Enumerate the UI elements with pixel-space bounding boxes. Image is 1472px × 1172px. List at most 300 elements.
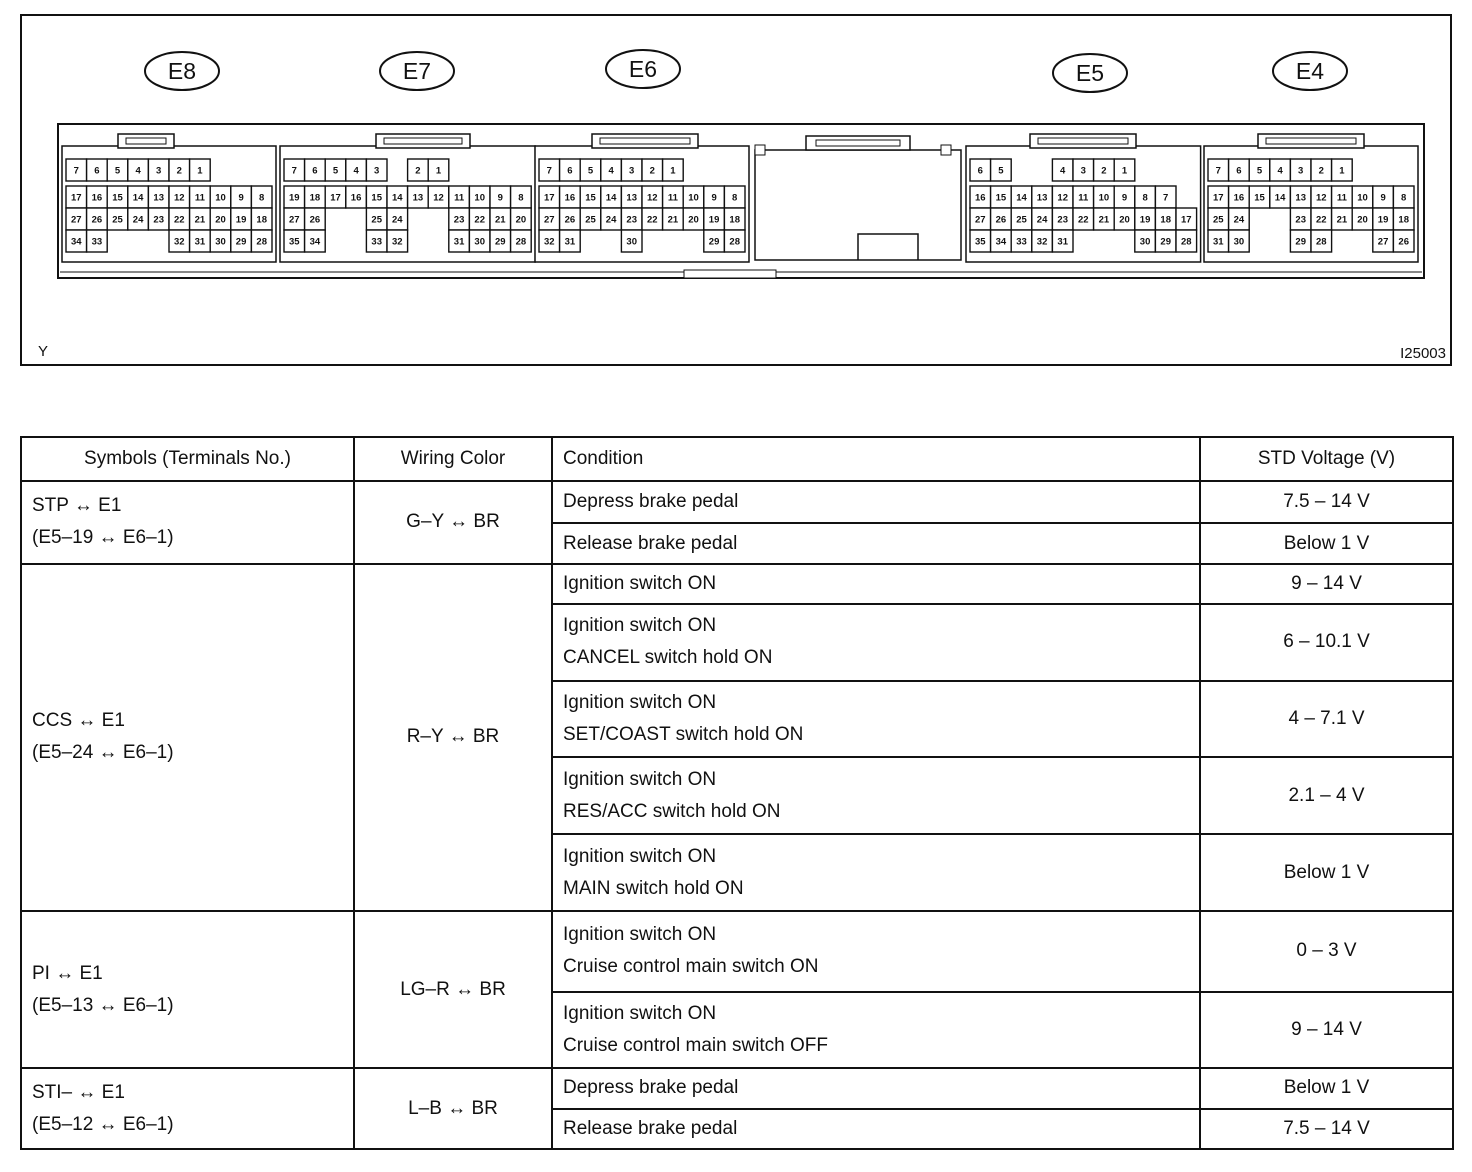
- pin-e7-8: [511, 186, 532, 208]
- pin-e7-4: [346, 159, 367, 181]
- std-voltage-cell: 0 – 3 V: [1200, 911, 1453, 992]
- svg-text:8: 8: [518, 192, 524, 204]
- pin-e8-16: [87, 186, 108, 208]
- svg-text:26: 26: [1398, 236, 1409, 248]
- svg-text:16: 16: [975, 192, 986, 204]
- svg-text:4: 4: [1277, 165, 1283, 177]
- pin-e7-24: [387, 208, 408, 230]
- svg-text:20: 20: [215, 214, 226, 226]
- svg-text:13: 13: [626, 192, 637, 204]
- svg-text:17: 17: [330, 192, 341, 204]
- pin-e7-19: [284, 186, 305, 208]
- pin-e8-8: [251, 186, 272, 208]
- svg-text:25: 25: [1016, 214, 1027, 226]
- pin-e6-31: [560, 230, 581, 252]
- svg-text:24: 24: [605, 214, 617, 226]
- svg-text:34: 34: [995, 236, 1007, 248]
- pin-e4-23: [1290, 208, 1311, 230]
- pin-e5-11: [1073, 186, 1094, 208]
- pin-e5-23: [1052, 208, 1073, 230]
- svg-text:17: 17: [71, 192, 82, 204]
- pin-e6-7: [539, 159, 560, 181]
- terminal-numbers: (E5–19 ↔ E6–1): [32, 527, 174, 549]
- svg-text:26: 26: [91, 214, 103, 226]
- wiring-color-cell: R–Y ↔ BR: [354, 564, 552, 911]
- pin-e6-22: [642, 208, 663, 230]
- terminal-numbers: (E5–12 ↔ E6–1): [32, 1113, 174, 1135]
- pin-e4-16: [1229, 186, 1250, 208]
- svg-text:18: 18: [309, 192, 321, 204]
- svg-text:23: 23: [1057, 214, 1068, 226]
- pin-e4-3: [1290, 159, 1311, 181]
- svg-text:8: 8: [259, 192, 265, 204]
- svg-text:16: 16: [91, 192, 103, 204]
- svg-text:6: 6: [1236, 165, 1242, 177]
- svg-text:27: 27: [975, 214, 986, 226]
- pin-e8-13: [148, 186, 169, 208]
- symbol-name: STP ↔ E1: [32, 495, 122, 517]
- pin-e6-14: [601, 186, 622, 208]
- pin-e6-16: [560, 186, 581, 208]
- pin-e4-18: [1393, 208, 1414, 230]
- svg-text:16: 16: [350, 192, 362, 204]
- svg-text:19: 19: [289, 192, 300, 204]
- symbol-cell: [21, 1068, 354, 1149]
- condition-cell: [552, 757, 1200, 834]
- svg-text:9: 9: [1380, 192, 1386, 204]
- svg-text:15: 15: [585, 192, 596, 204]
- svg-text:12: 12: [1316, 192, 1327, 204]
- svg-text:6: 6: [567, 165, 573, 177]
- pin-e8-30: [210, 230, 231, 252]
- pin-e6-18: [724, 208, 745, 230]
- pin-e7-23: [449, 208, 470, 230]
- svg-text:26: 26: [995, 214, 1007, 226]
- svg-text:20: 20: [1357, 214, 1368, 226]
- pin-e4-22: [1311, 208, 1332, 230]
- corner-label-left: Y: [38, 343, 49, 360]
- svg-text:14: 14: [392, 192, 403, 204]
- pin-e7-20: [511, 208, 532, 230]
- pin-e5-25: [1011, 208, 1032, 230]
- svg-text:15: 15: [112, 192, 123, 204]
- pin-e6-19: [704, 208, 725, 230]
- pin-e7-18: [305, 186, 326, 208]
- svg-text:21: 21: [667, 214, 679, 226]
- table-row: [21, 481, 1453, 523]
- svg-text:7: 7: [546, 165, 552, 177]
- condition-line: MAIN switch hold ON: [563, 877, 744, 899]
- svg-text:10: 10: [215, 192, 226, 204]
- svg-text:7: 7: [1163, 192, 1169, 204]
- pin-e5-7: [1155, 186, 1176, 208]
- pin-e7-9: [490, 186, 511, 208]
- pin-e7-27: [284, 208, 305, 230]
- svg-text:17: 17: [544, 192, 555, 204]
- svg-text:33: 33: [371, 236, 382, 248]
- svg-text:22: 22: [647, 214, 658, 226]
- terminal-numbers: (E5–13 ↔ E6–1): [32, 994, 174, 1016]
- svg-text:31: 31: [1057, 236, 1068, 248]
- pin-e6-9: [704, 186, 725, 208]
- pin-e4-21: [1332, 208, 1353, 230]
- pin-e7-15: [366, 186, 387, 208]
- svg-text:25: 25: [585, 214, 596, 226]
- condition-cell: [552, 911, 1200, 992]
- svg-text:19: 19: [1139, 214, 1151, 226]
- condition-line: Depress brake pedal: [563, 491, 739, 513]
- connector-label: E7: [402, 58, 432, 84]
- header-wiring-color: Wiring Color: [354, 437, 552, 481]
- pin-e7-31: [449, 230, 470, 252]
- pin-e8-20: [210, 208, 231, 230]
- svg-text:4: 4: [353, 165, 359, 177]
- svg-text:2: 2: [649, 165, 655, 177]
- pin-e6-24: [601, 208, 622, 230]
- pin-e6-23: [621, 208, 642, 230]
- svg-text:26: 26: [309, 214, 321, 226]
- pin-e4-14: [1270, 186, 1291, 208]
- symbol-name: STI– ↔ E1: [32, 1081, 125, 1103]
- pin-e8-11: [190, 186, 211, 208]
- svg-text:11: 11: [194, 192, 205, 204]
- pin-e8-7: [66, 159, 87, 181]
- svg-text:28: 28: [1316, 236, 1327, 248]
- svg-text:22: 22: [1316, 214, 1327, 226]
- svg-text:28: 28: [256, 236, 267, 248]
- pin-e5-31: [1052, 230, 1073, 252]
- pin-e4-13: [1290, 186, 1311, 208]
- connector-e4: [1204, 52, 1418, 262]
- connector-e7: [280, 52, 535, 262]
- condition-cell: [552, 992, 1200, 1069]
- pin-e5-22: [1073, 208, 1094, 230]
- pin-e7-13: [408, 186, 429, 208]
- svg-text:22: 22: [1078, 214, 1089, 226]
- pin-e4-25: [1208, 208, 1229, 230]
- svg-text:3: 3: [374, 165, 380, 177]
- condition-cell: [552, 564, 1200, 604]
- pin-e5-5: [991, 159, 1012, 181]
- condition-cell: [552, 1109, 1200, 1149]
- svg-text:20: 20: [515, 214, 527, 226]
- svg-text:18: 18: [1160, 214, 1171, 226]
- svg-text:26: 26: [564, 214, 576, 226]
- std-voltage-cell: Below 1 V: [1200, 1068, 1453, 1108]
- svg-text:31: 31: [564, 236, 576, 248]
- svg-text:30: 30: [215, 236, 226, 248]
- pin-e5-35: [970, 230, 991, 252]
- svg-text:13: 13: [1036, 192, 1048, 204]
- svg-text:14: 14: [132, 192, 144, 204]
- pin-e5-20: [1114, 208, 1135, 230]
- pin-e6-21: [663, 208, 684, 230]
- svg-text:1: 1: [435, 165, 442, 177]
- voltage-table: [20, 436, 1454, 1150]
- pin-e5-3: [1073, 159, 1094, 181]
- svg-text:33: 33: [1016, 236, 1027, 248]
- svg-text:2: 2: [176, 165, 182, 177]
- pin-e7-30: [469, 230, 490, 252]
- std-voltage-cell: 2.1 – 4 V: [1200, 757, 1453, 834]
- svg-text:1: 1: [670, 165, 676, 177]
- svg-text:19: 19: [1377, 214, 1389, 226]
- pin-e7-14: [387, 186, 408, 208]
- condition-line: SET/COAST switch hold ON: [563, 724, 804, 746]
- pin-e4-26: [1393, 230, 1414, 252]
- pin-e8-31: [190, 230, 211, 252]
- connector-e5: [966, 54, 1201, 262]
- pin-e4-5: [1249, 159, 1270, 181]
- svg-text:10: 10: [688, 192, 699, 204]
- pin-e7-16: [346, 186, 367, 208]
- condition-cell: [552, 834, 1200, 911]
- pin-e5-13: [1032, 186, 1053, 208]
- pin-e8-27: [66, 208, 87, 230]
- symbol-cell: [21, 481, 354, 564]
- diagram-id: I25003: [1400, 345, 1446, 362]
- pin-e8-33: [87, 230, 108, 252]
- pin-e6-27: [539, 208, 560, 230]
- svg-text:1: 1: [197, 165, 203, 177]
- svg-text:28: 28: [515, 236, 527, 248]
- svg-text:8: 8: [732, 192, 738, 204]
- svg-text:16: 16: [564, 192, 576, 204]
- svg-text:29: 29: [235, 236, 247, 248]
- svg-text:16: 16: [1233, 192, 1245, 204]
- svg-text:11: 11: [667, 192, 678, 204]
- condition-cell: [552, 681, 1200, 758]
- svg-text:23: 23: [453, 214, 465, 226]
- std-voltage-cell: 9 – 14 V: [1200, 992, 1453, 1069]
- std-voltage-cell: 7.5 – 14 V: [1200, 481, 1453, 523]
- svg-text:24: 24: [1233, 214, 1245, 226]
- pin-e7-7: [284, 159, 305, 181]
- pin-e6-20: [683, 208, 704, 230]
- pin-e8-32: [169, 230, 190, 252]
- condition-line: Ignition switch ON: [563, 615, 717, 637]
- condition-line: Ignition switch ON: [563, 692, 717, 714]
- svg-text:35: 35: [289, 236, 300, 248]
- svg-text:9: 9: [238, 192, 244, 204]
- table-row: [21, 1068, 1453, 1108]
- pin-e8-4: [128, 159, 149, 181]
- pin-e6-8: [724, 186, 745, 208]
- condition-line: CANCEL switch hold ON: [563, 647, 773, 669]
- connector-diagram: [20, 14, 1452, 366]
- pin-e7-17: [325, 186, 346, 208]
- svg-text:4: 4: [608, 165, 614, 177]
- std-voltage-cell: 9 – 14 V: [1200, 564, 1453, 604]
- pin-e6-3: [621, 159, 642, 181]
- svg-text:17: 17: [1181, 214, 1192, 226]
- pin-e4-11: [1332, 186, 1353, 208]
- svg-text:21: 21: [1098, 214, 1110, 226]
- pin-e4-20: [1352, 208, 1373, 230]
- condition-line: Depress brake pedal: [563, 1077, 739, 1099]
- pin-e6-11: [663, 186, 684, 208]
- pin-e5-9: [1114, 186, 1135, 208]
- pin-e6-32: [539, 230, 560, 252]
- pin-e5-24: [1032, 208, 1053, 230]
- condition-cell: [552, 481, 1200, 523]
- pin-e8-5: [107, 159, 128, 181]
- svg-text:29: 29: [708, 236, 720, 248]
- svg-text:3: 3: [156, 165, 162, 177]
- pin-e7-32: [387, 230, 408, 252]
- svg-text:33: 33: [91, 236, 103, 248]
- pin-e7-3: [366, 159, 387, 181]
- svg-text:23: 23: [1295, 214, 1306, 226]
- pin-e7-12: [428, 186, 449, 208]
- svg-text:19: 19: [235, 214, 247, 226]
- pin-e5-21: [1094, 208, 1115, 230]
- std-voltage-cell: 4 – 7.1 V: [1200, 681, 1453, 758]
- svg-text:23: 23: [153, 214, 164, 226]
- svg-text:5: 5: [1256, 165, 1263, 177]
- pin-e4-4: [1270, 159, 1291, 181]
- connector-diagram-svg: [20, 14, 1452, 366]
- pin-e5-19: [1135, 208, 1156, 230]
- pin-e7-5: [325, 159, 346, 181]
- std-voltage-cell: Below 1 V: [1200, 523, 1453, 563]
- svg-text:19: 19: [708, 214, 720, 226]
- std-voltage-cell: Below 1 V: [1200, 834, 1453, 911]
- svg-text:2: 2: [1318, 165, 1324, 177]
- pin-e8-28: [251, 230, 272, 252]
- pin-e5-27: [970, 208, 991, 230]
- pin-e4-12: [1311, 186, 1332, 208]
- svg-text:29: 29: [1295, 236, 1306, 248]
- pin-e8-14: [128, 186, 149, 208]
- pin-e4-8: [1393, 186, 1414, 208]
- pin-e5-8: [1135, 186, 1156, 208]
- table-row: [21, 564, 1453, 604]
- svg-text:9: 9: [497, 192, 503, 204]
- terminal-numbers: (E5–24 ↔ E6–1): [32, 742, 174, 764]
- header-symbols: Symbols (Terminals No.): [21, 437, 354, 481]
- svg-text:13: 13: [412, 192, 424, 204]
- svg-text:31: 31: [1213, 236, 1224, 248]
- svg-text:14: 14: [605, 192, 617, 204]
- table-header-row: [21, 437, 1453, 481]
- pin-e4-28: [1311, 230, 1332, 252]
- svg-text:22: 22: [174, 214, 185, 226]
- svg-text:12: 12: [1057, 192, 1068, 204]
- condition-line: Release brake pedal: [563, 532, 738, 554]
- svg-text:35: 35: [975, 236, 986, 248]
- pin-e7-33: [366, 230, 387, 252]
- svg-text:34: 34: [71, 236, 82, 248]
- pin-e8-18: [251, 208, 272, 230]
- condition-line: Ignition switch ON: [563, 924, 717, 946]
- svg-text:30: 30: [1139, 236, 1151, 248]
- pin-e5-18: [1155, 208, 1176, 230]
- svg-text:20: 20: [688, 214, 699, 226]
- svg-text:30: 30: [626, 236, 637, 248]
- pin-e6-12: [642, 186, 663, 208]
- svg-text:8: 8: [1401, 192, 1407, 204]
- pin-e7-6: [305, 159, 326, 181]
- symbol-cell: [21, 564, 354, 911]
- pin-e7-10: [469, 186, 490, 208]
- svg-text:6: 6: [94, 165, 100, 177]
- svg-text:2: 2: [1101, 165, 1107, 177]
- svg-text:24: 24: [392, 214, 403, 226]
- svg-text:12: 12: [647, 192, 658, 204]
- pin-e6-29: [704, 230, 725, 252]
- pin-e4-19: [1373, 208, 1394, 230]
- pin-e5-16: [970, 186, 991, 208]
- pin-e4-31: [1208, 230, 1229, 252]
- svg-text:5: 5: [114, 165, 121, 177]
- svg-text:27: 27: [71, 214, 82, 226]
- pin-e5-4: [1052, 159, 1073, 181]
- svg-text:9: 9: [1121, 192, 1128, 204]
- svg-text:34: 34: [309, 236, 321, 248]
- condition-line: RES/ACC switch hold ON: [563, 800, 781, 822]
- pin-e5-12: [1052, 186, 1073, 208]
- std-voltage-cell: 6 – 10.1 V: [1200, 604, 1453, 681]
- pin-e5-30: [1135, 230, 1156, 252]
- svg-text:23: 23: [626, 214, 637, 226]
- pin-e5-6: [970, 159, 991, 181]
- table-row: [21, 911, 1453, 992]
- condition-cell: [552, 523, 1200, 563]
- pin-e8-21: [190, 208, 211, 230]
- condition-line: Ignition switch ON: [563, 768, 717, 790]
- pin-e7-35: [284, 230, 305, 252]
- pin-e5-1: [1114, 159, 1135, 181]
- svg-text:22: 22: [474, 214, 485, 226]
- svg-text:8: 8: [1142, 192, 1148, 204]
- svg-text:7: 7: [1215, 165, 1221, 177]
- svg-text:25: 25: [112, 214, 123, 226]
- pin-e6-30: [621, 230, 642, 252]
- svg-text:3: 3: [629, 165, 635, 177]
- pin-e8-9: [231, 186, 252, 208]
- pin-e4-10: [1352, 186, 1373, 208]
- connector-e6: [535, 50, 749, 262]
- svg-text:32: 32: [544, 236, 555, 248]
- pin-e6-28: [724, 230, 745, 252]
- pin-e6-1: [663, 159, 684, 181]
- svg-text:15: 15: [371, 192, 382, 204]
- svg-text:28: 28: [1181, 236, 1192, 248]
- condition-cell: [552, 604, 1200, 681]
- pin-e8-29: [231, 230, 252, 252]
- pin-e5-2: [1094, 159, 1115, 181]
- pin-e5-34: [991, 230, 1012, 252]
- svg-text:30: 30: [474, 236, 485, 248]
- pin-e8-24: [128, 208, 149, 230]
- pin-e4-1: [1332, 159, 1353, 181]
- svg-text:1: 1: [1339, 165, 1345, 177]
- pin-e8-3: [148, 159, 169, 181]
- svg-text:18: 18: [1398, 214, 1409, 226]
- condition-cell: [552, 1068, 1200, 1108]
- pin-e4-2: [1311, 159, 1332, 181]
- symbol-name: PI ↔ E1: [32, 962, 103, 984]
- wiring-color-cell: G–Y ↔ BR: [354, 481, 552, 564]
- pin-e6-13: [621, 186, 642, 208]
- svg-text:21: 21: [194, 214, 206, 226]
- svg-text:2: 2: [415, 165, 421, 177]
- connector-e8: [62, 52, 276, 262]
- pin-e6-17: [539, 186, 560, 208]
- pin-e5-26: [991, 208, 1012, 230]
- svg-text:12: 12: [433, 192, 444, 204]
